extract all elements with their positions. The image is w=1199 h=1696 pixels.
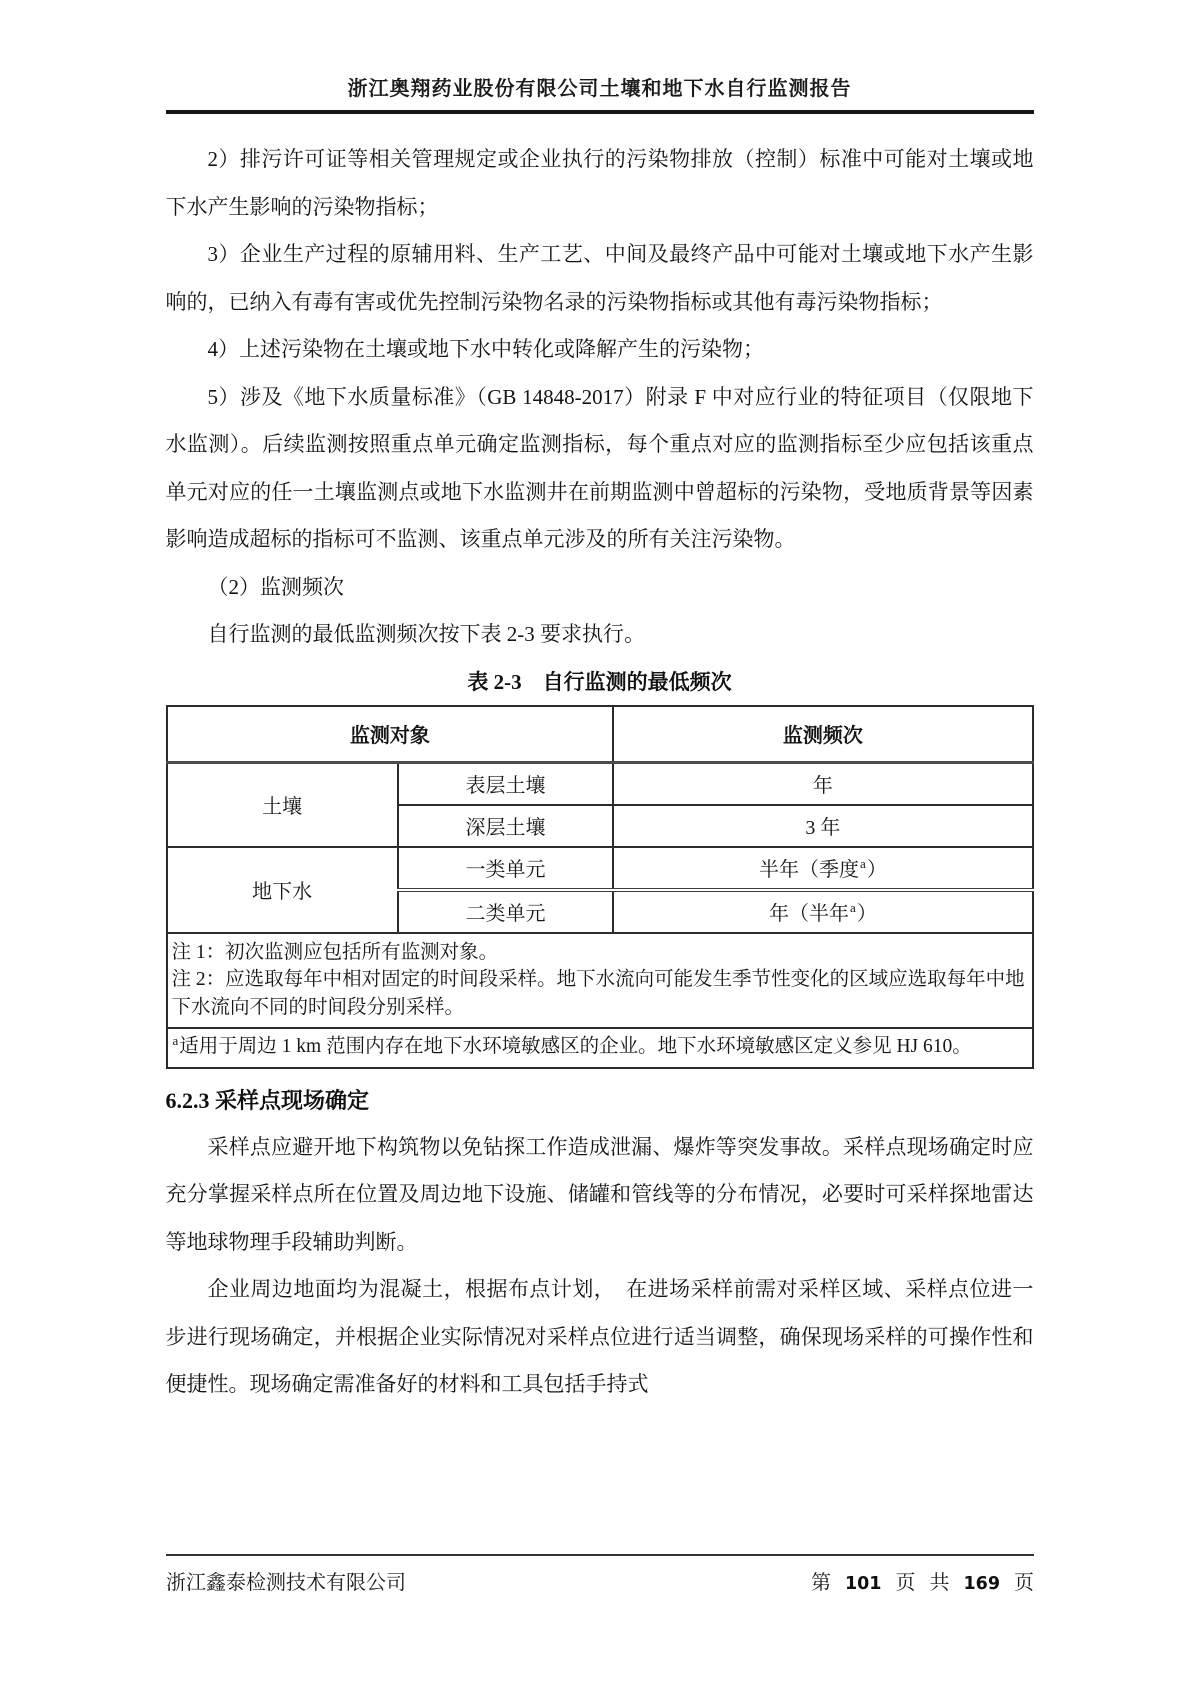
footer-page-info: [811, 1566, 1034, 1595]
table-note-2: 注 2：应选取每年中相对固定的时间段采样。地下水流向可能发生季节性变化的区域应选取每年中地下水流向不同的时间段分别采样。: [171, 969, 1025, 1018]
footer-total-page-number: 169: [963, 1574, 1000, 1594]
table-header-row: [167, 706, 1033, 763]
cell-sub-deep-soil: 深层土壤: [398, 805, 614, 847]
paragraph-item-3: 3）企业生产过程的原辅用料、生产工艺、中间及最终产品中可能对土壤或地下水产生影响的，已纳入有毒有害或优先控制污染物名录的污染物指标或其他有毒污染物指标；: [165, 242, 1034, 314]
cell-sub-class2-unit: 二类单元: [398, 890, 614, 933]
page-header-title: 浙江奥翔药业股份有限公司土壤和地下水自行监测报告: [347, 78, 852, 100]
footnote-marker: a: [860, 856, 866, 872]
page-footer: [166, 1554, 1034, 1595]
footer-company-name: 浙江鑫泰检测技术有限公司: [166, 1572, 406, 1594]
table-footnote-row: [167, 1028, 1033, 1068]
cell-freq-class2-unit: [613, 890, 1032, 933]
cell-sub-surface-soil: 表层土壤: [398, 762, 614, 805]
table-footnote-cell: [167, 1028, 1033, 1068]
footer-page-label: 页: [895, 1572, 916, 1594]
footer-current-page-number: 101: [844, 1574, 882, 1594]
paragraph-frequency-intro: 自行监测的最低监测频次按下表 2-3 要求执行。: [207, 622, 645, 646]
footer-page-suffix: 页: [1014, 1572, 1034, 1594]
footnote-marker: a: [850, 900, 856, 916]
document-body: [166, 114, 1034, 1409]
footer-page-prefix: 第: [810, 1572, 831, 1594]
cell-group-groundwater: 地下水: [167, 847, 398, 933]
table-notes-cell: [167, 933, 1033, 1029]
table-notes-row: [167, 933, 1033, 1029]
freq-text: ）: [856, 903, 877, 925]
paragraph-item-5: 5）涉及《地下水质量标准》（GB 14848-2017）附录 F 中对应行业的特征项目（仅限地下水监测）。后续监测按照重点单元确定监测指标，每个重点对应的监测指标至少应包括该重点单元对应的任一土壤监测点或地下水监测井在前期监测中曾超标的污染物，受地质背景等因素影响造成超标的指标可不监测、该重点单元涉及的所有关注污染物。: [165, 384, 1034, 551]
col-header-monitoring-object: 监测对象: [167, 706, 614, 763]
table-note-1: 注 1：初次监测应包括所有监测对象。: [171, 941, 499, 963]
footer-total-label: 共: [929, 1572, 950, 1594]
table-2-3-title: 表 2-3 自行监测的最低频次: [467, 669, 732, 694]
section-paragraph-2: 企业周边地面均为混凝土，根据布点计划， 在进场采样前需对采样区域、采样点位进一步进行现场确定，并根据企业实际情况对采样点位进行适当调整，确保现场采样的可操作性和便捷性。现场确定需准备好的材料和工具包括手持式: [165, 1277, 1034, 1396]
cell-freq-class1-unit: [613, 847, 1032, 890]
paragraph-item-4: 4）上述污染物在土壤或地下水中转化或降解产生的污染物；: [207, 337, 764, 361]
paragraph-item-2: 2）排污许可证等相关管理规定或企业执行的污染物排放（控制）标准中可能对土壤或地下水产生影响的污染物指标；: [165, 147, 1034, 219]
section-paragraph-1: 采样点应避开地下构筑物以免钻探工作造成泄漏、爆炸等突发事故。采样点现场确定时应充分掌握采样点所在位置及周边地下设施、储罐和管线等的分布情况，必要时可采样探地雷达等地球物理手段辅助判断。: [165, 1134, 1034, 1254]
table-footnote-text: 适用于周边 1 km 范围内存在地下水环境敏感区的企业。地下水环境敏感区定义参见 HJ 610。: [179, 1036, 972, 1057]
cell-freq-surface-soil: 年: [613, 762, 1032, 805]
cell-sub-class1-unit: 一类单元: [398, 847, 614, 890]
cell-group-soil: 土壤: [167, 762, 398, 847]
freq-text: 半年（季度: [759, 859, 860, 881]
cell-freq-deep-soil: 3 年: [613, 805, 1032, 847]
paragraph-monitoring-frequency-label: （2）监测频次: [207, 574, 344, 599]
freq-text: 年（半年: [769, 903, 850, 925]
table-row: [167, 847, 1033, 890]
freq-text: ）: [866, 859, 887, 881]
table-row: [167, 762, 1033, 805]
monitoring-frequency-table: [166, 705, 1034, 1069]
section-heading-6-2-3: 6.2.3 采样点现场确定: [165, 1087, 370, 1113]
col-header-monitoring-frequency: 监测频次: [613, 706, 1032, 763]
footnote-marker: a: [172, 1032, 179, 1048]
